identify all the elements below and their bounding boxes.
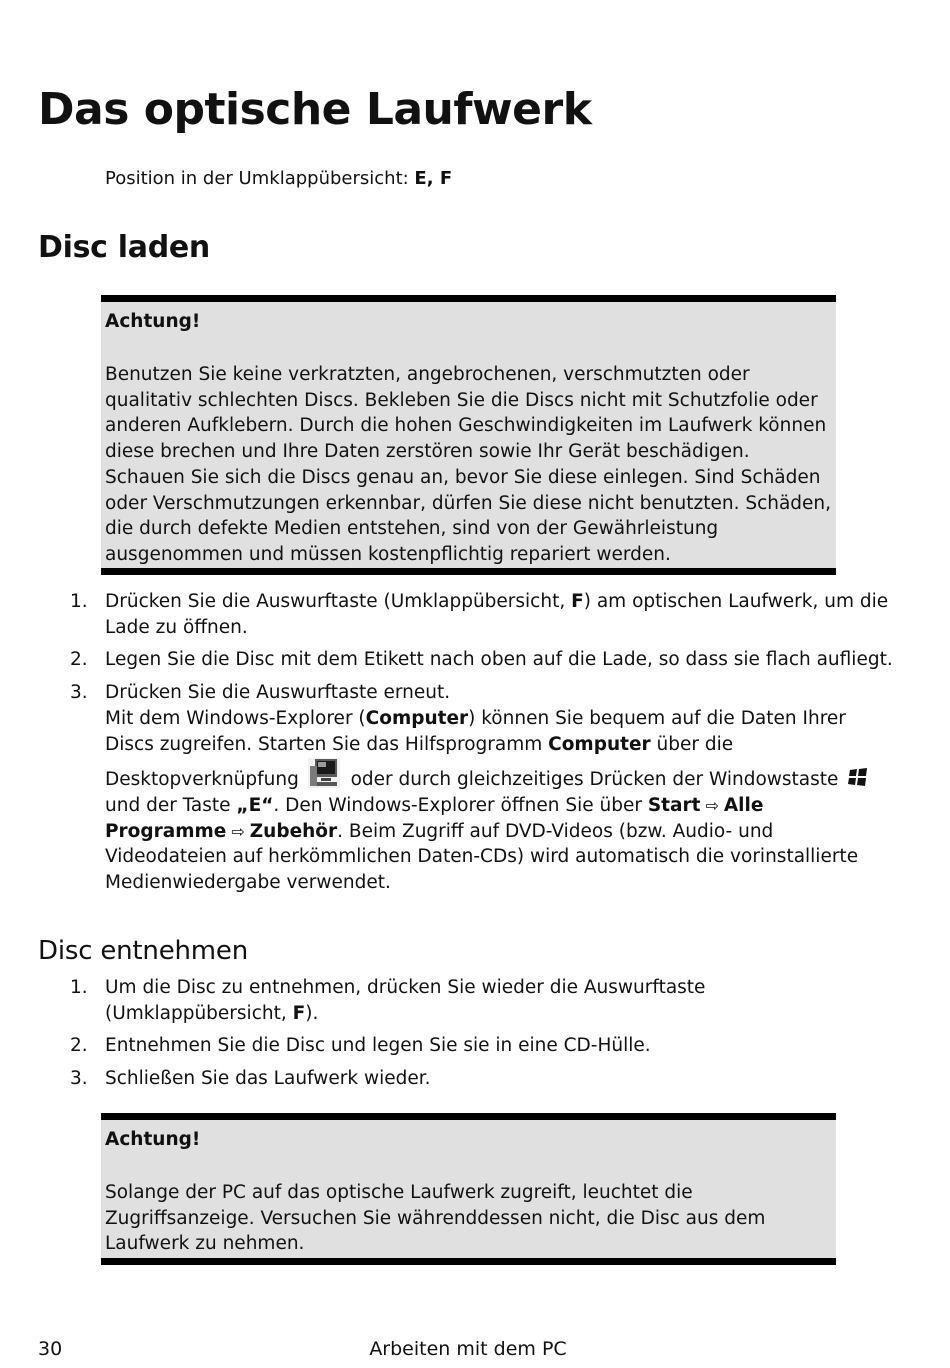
- warning-text: Solange der PC auf das optische Laufwerk zugreift, leuchtet die Zugriffsanzeige. Versuchen Sie währenddessen nicht, die Disc aus dem Laufwerk zu nehmen.: [105, 1182, 766, 1255]
- step-text: Drücken Sie die Auswurftaste erneut.: [105, 682, 451, 704]
- step-bold: „E“: [236, 794, 274, 816]
- step-bold: Computer: [548, 733, 651, 755]
- step-text: oder durch gleichzeitiges Drücken der Windowstaste: [344, 769, 845, 791]
- list-item: [0, 680, 900, 896]
- step-text: Legen Sie die Disc mit dem Etikett nach oben auf die Lade, so dass sie flach aufliegt.: [105, 649, 893, 671]
- warning-text: Benutzen Sie keine verkratzten, angebrochenen, verschmutzten oder qualitativ schlechten Discs. Bekleben Sie die Discs nicht mit Schutzfolie oder anderen Aufklebern. Durch die hohen Geschwindigkeiten im Laufwerk können diese brechen und Ihre Daten zerstören sowie Ihr Gerät beschädigen. Schauen Sie sich die Discs genau an, bevor Sie diese einlegen. Sind Schäden oder Verschmutzungen erkennbar, dürfen Sie diese nicht benutzten. Schäden, die durch defekte Medien entstehen, sind von der Gewährleistung ausgenommen und müssen kostenpflichtig repariert werden.: [105, 364, 832, 565]
- step-bold: Zubehör: [249, 820, 338, 842]
- step-bold: F: [571, 591, 584, 612]
- arrow-right-icon: ⇨: [705, 795, 719, 815]
- step-bold: F: [292, 1002, 306, 1024]
- section-heading-disc-laden: Disc laden: [38, 230, 210, 265]
- warning-box: [101, 1113, 836, 1265]
- list-item: [0, 647, 900, 673]
- list-number: 3.: [70, 1068, 88, 1090]
- windows-logo-icon: [847, 766, 869, 788]
- list-item: [0, 1033, 900, 1059]
- step-text: Entnehmen Sie die Disc und legen Sie sie in eine CD-Hülle.: [105, 1035, 651, 1057]
- position-label: Position in der Umklappübersicht:: [105, 168, 415, 189]
- eject-steps-list: [0, 975, 900, 1099]
- warning-title: Achtung!: [105, 311, 201, 332]
- warning-box: [101, 295, 836, 575]
- step-text: Mit dem Windows-Explorer (: [105, 707, 366, 729]
- list-item: [0, 975, 900, 1026]
- step-bold: Computer: [365, 707, 469, 729]
- footer-title: Arbeiten mit dem PC: [369, 1338, 567, 1360]
- list-number: 3.: [70, 682, 88, 704]
- arrow-right-icon: ⇨: [231, 821, 245, 841]
- step-text: ).: [305, 1002, 319, 1024]
- step-text: Um die Disc zu entnehmen, drücken Sie wieder die Auswurftaste (Umklappübersicht,: [105, 977, 706, 1024]
- step-bold: Start: [647, 794, 701, 816]
- position-value: E, F: [414, 168, 453, 189]
- list-number: 1.: [70, 977, 88, 998]
- position-line: [105, 168, 452, 189]
- step-text: Drücken Sie die Auswurftaste (Umklappübersicht,: [105, 591, 572, 612]
- step-text: ) am optischen Laufwerk, um die Lade zu öffnen.: [105, 591, 889, 638]
- step-text: und der Taste: [105, 794, 237, 816]
- section-heading-disc-entnehmen: Disc entnehmen: [38, 936, 248, 966]
- computer-icon: [307, 757, 341, 789]
- step-text: . Den Windows-Explorer öffnen Sie über: [273, 794, 648, 816]
- list-number: 2.: [70, 649, 88, 671]
- step-text: ) können Sie bequem auf die Daten Ihrer Discs zugreifen. Starten Sie das Hilfsprogramm: [105, 707, 846, 755]
- list-item: [0, 1066, 900, 1092]
- warning-title: Achtung!: [105, 1129, 201, 1150]
- load-steps-list: [0, 589, 900, 903]
- list-number: 1.: [70, 591, 88, 612]
- step-bold: Alle Programme: [105, 794, 764, 842]
- step-text: über die Desktopverknüpfung: [105, 733, 734, 791]
- list-number: 2.: [70, 1035, 88, 1057]
- step-text: . Beim Zugriff auf DVD-Videos (bzw. Audio- und Videodateien auf herkömmlichen Daten-CDs) wird automatisch die vorinstallierte Medienwiedergabe verwendet.: [105, 820, 859, 894]
- page-title: Das optische Laufwerk: [38, 84, 592, 135]
- page-number: 30: [38, 1338, 63, 1360]
- step-text: Schließen Sie das Laufwerk wieder.: [105, 1068, 431, 1090]
- step-paragraph: [105, 706, 880, 896]
- list-item: [0, 589, 900, 640]
